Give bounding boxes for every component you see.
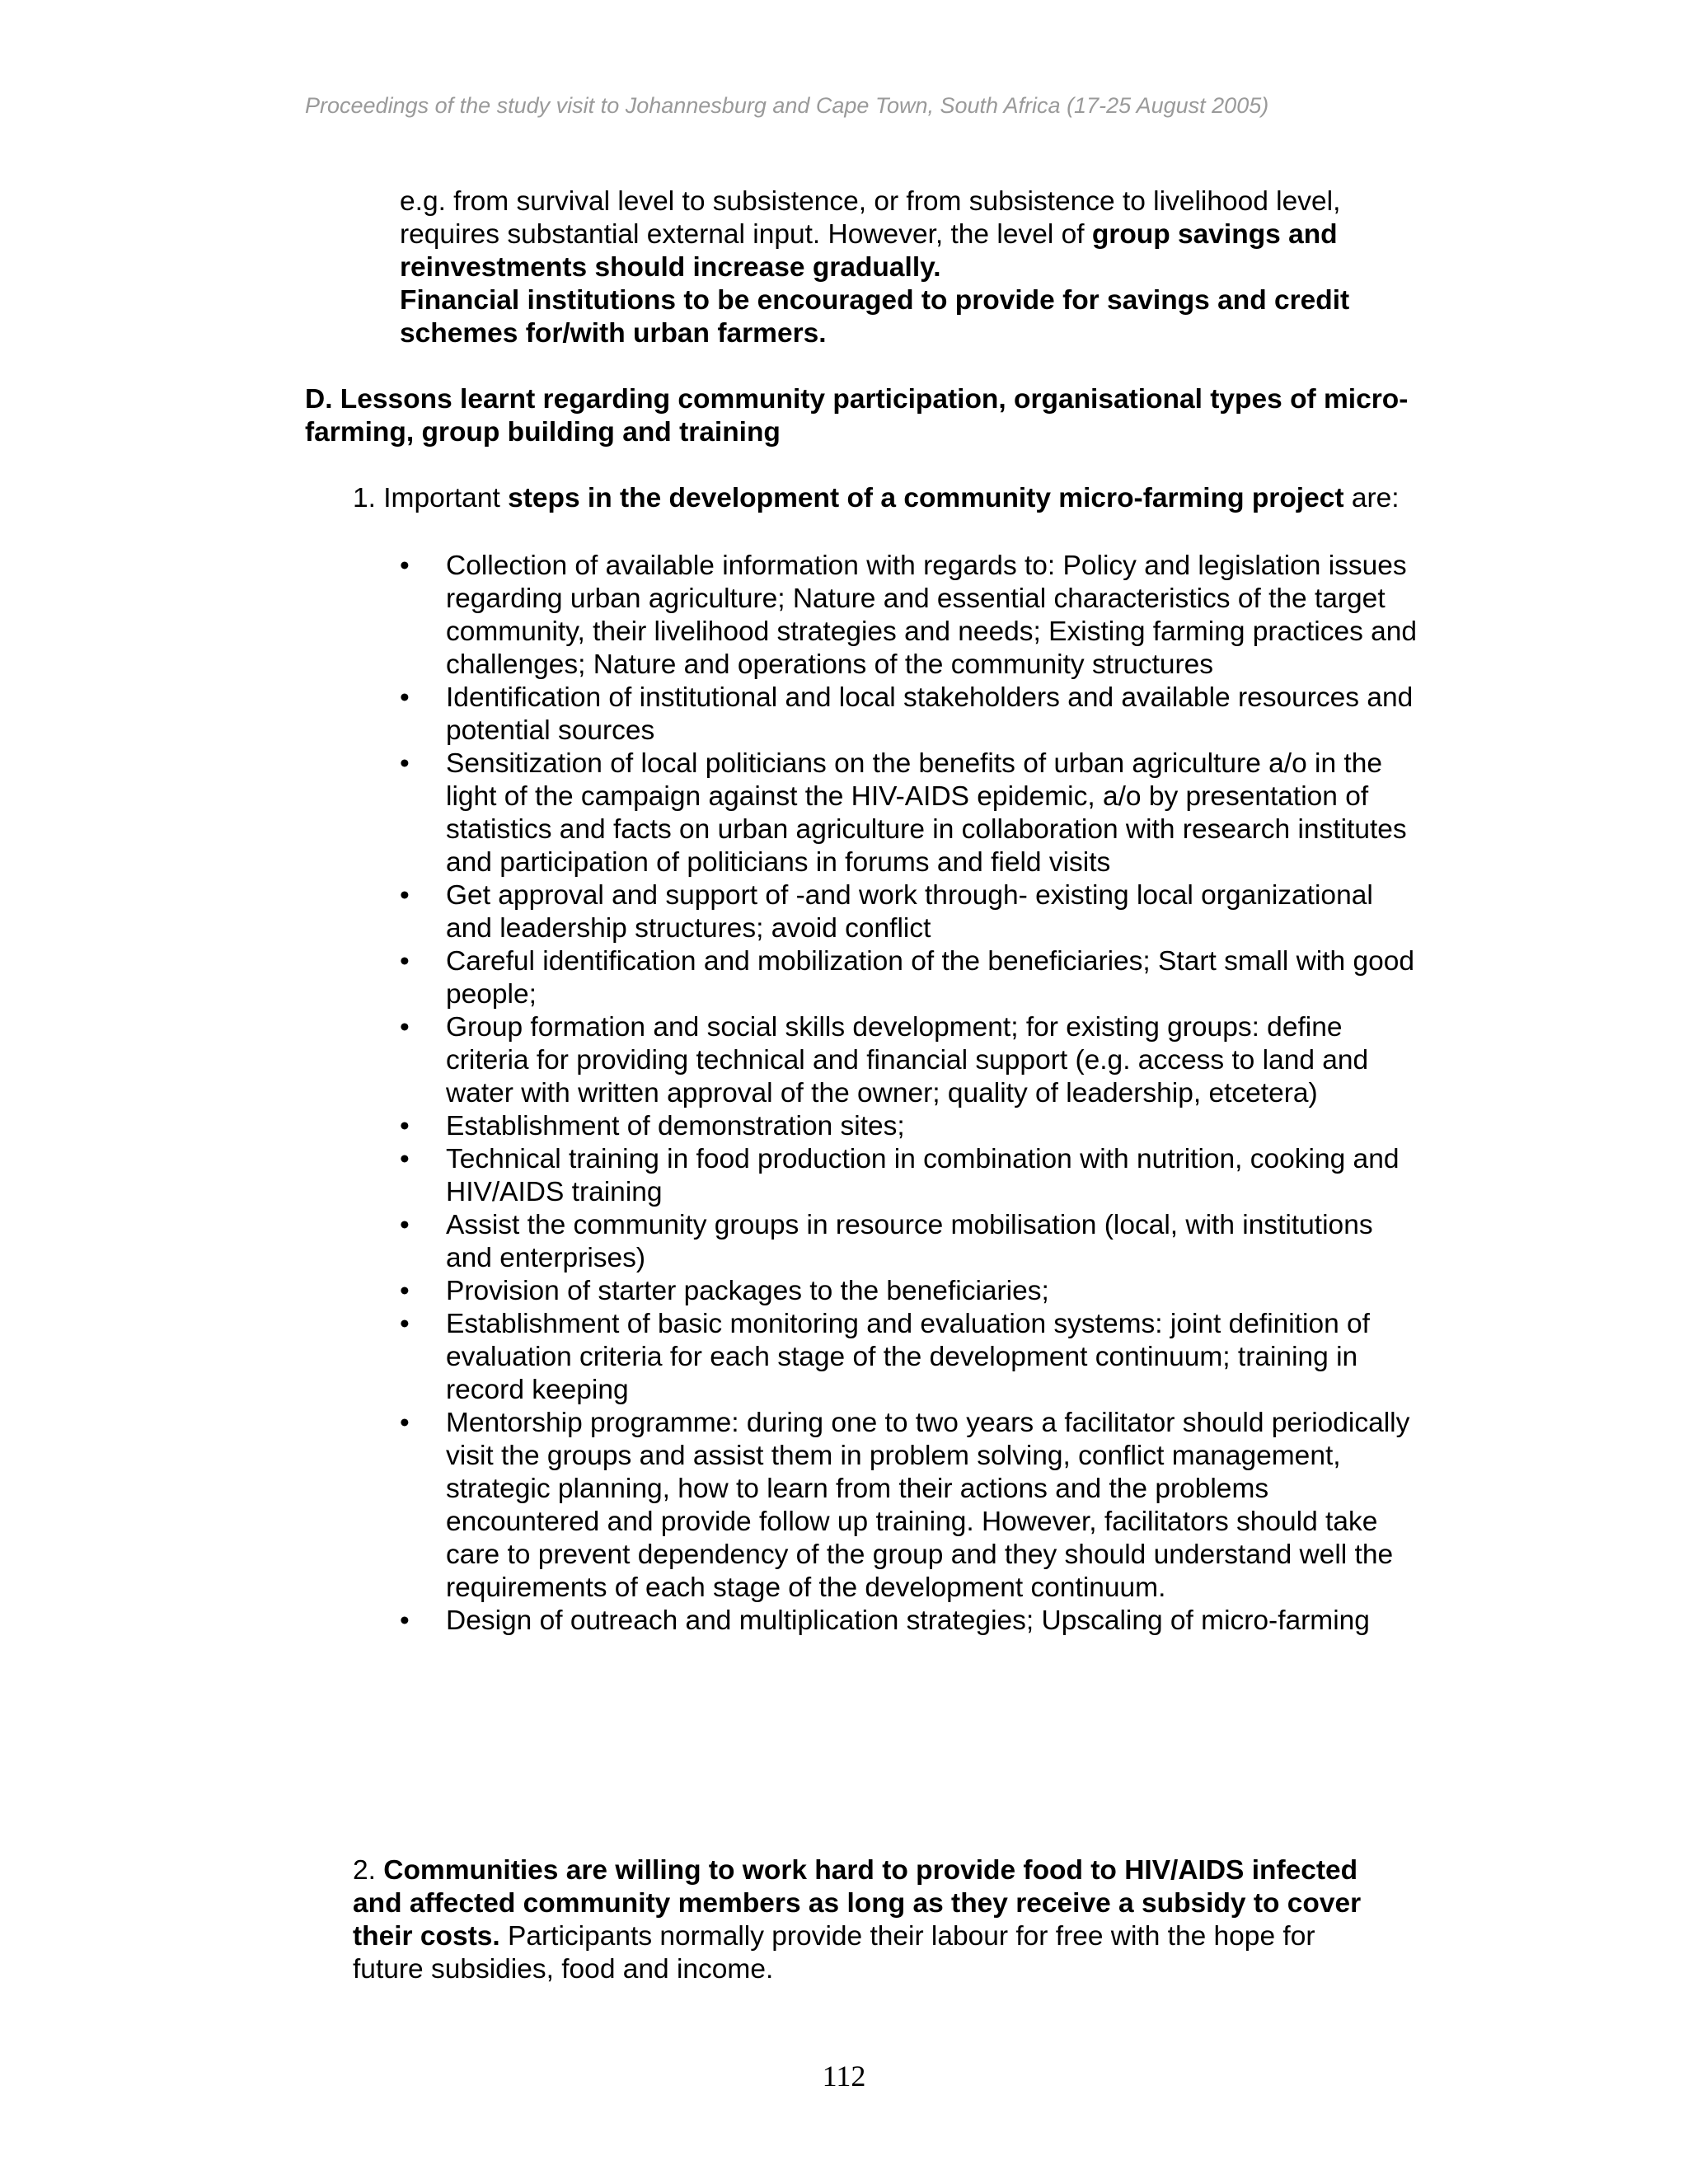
list-item (400, 1209, 1422, 1275)
list-item-text: Group formation and social skills development; for existing groups: define criteria for providing technical and financial support (e.g. access to land and water with written approval of the owner; quality of leadership, etcetera) (446, 1012, 1369, 1108)
bullet-icon: • (400, 551, 410, 581)
list-item (400, 879, 1422, 945)
list-item (400, 550, 1422, 682)
list-item-text: Design of outreach and multiplication strategies; Upscaling of micro-farming (446, 1605, 1370, 1636)
intro-text-regular: e.g. from survival level to subsistence, or from subsistence to livelihood level, requires substantial external input. However, the level of (400, 186, 1341, 250)
bullet-icon: • (400, 1276, 410, 1306)
item-2-rest: Participants normally provide their labour for free with the hope for future subsidies, food and income. (353, 1921, 1315, 1985)
item-2-number: 2. (353, 1855, 384, 1886)
intro-financial-institutions (400, 284, 1409, 350)
list-item-text: Identification of institutional and local stakeholders and available resources and potential sources (446, 682, 1414, 746)
item-1-rest: are: (1343, 483, 1400, 513)
list-item (400, 1308, 1422, 1407)
section-heading: D. Lessons learnt regarding community participation, organisational types of micro-farming, group building and training (305, 384, 1409, 448)
intro-text-bold: group savings and reinvestments should increase gradually. (400, 219, 1338, 283)
running-header: Proceedings of the study visit to Johannesburg and Cape Town, South Africa (17-25 August 2005) (305, 93, 1269, 118)
bullet-icon: • (400, 1408, 410, 1438)
bullet-icon: • (400, 1605, 410, 1636)
list-item-text: Sensitization of local politicians on the benefits of urban agriculture a/o in the light of the campaign against the HIV-AIDS epidemic, a/o by presentation of statistics and facts on urban agriculture in collaboration with research institutes and participation of politicians in forums and field visits (446, 748, 1407, 878)
list-item (400, 1407, 1422, 1605)
list-item (400, 1143, 1422, 1209)
list-item (400, 1275, 1422, 1308)
bullet-icon: • (400, 748, 410, 779)
numbered-item-1 (353, 482, 1416, 515)
list-item (400, 1011, 1422, 1110)
bullet-list (400, 550, 1422, 1638)
bullet-icon: • (400, 1012, 410, 1043)
item-2-bold: Communities are willing to work hard to provide food to HIV/AIDS infected and affected community members as long as they receive a subsidy to cover their costs. (353, 1855, 1362, 1952)
list-item (400, 1605, 1422, 1638)
numbered-item-2 (353, 1854, 1391, 1986)
intro-text (400, 185, 1409, 284)
list-item-text: Careful identification and mobilization of the beneficiaries; Start small with good people; (446, 946, 1414, 1010)
page-number: 112 (822, 2060, 866, 2093)
item-1-number: 1. Important (353, 483, 509, 513)
bullet-icon: • (400, 880, 410, 911)
list-item-text: Get approval and support of -and work through- existing local organizational and leadership structures; avoid conflict (446, 880, 1373, 944)
bullet-icon: • (400, 1144, 410, 1174)
intro-paragraph (400, 185, 1409, 350)
list-item (400, 945, 1422, 1011)
list-item-text: Establishment of basic monitoring and evaluation systems: joint definition of evaluation criteria for each stage of the development continuum; training in record keeping (446, 1309, 1370, 1405)
bullet-icon: • (400, 1309, 410, 1339)
list-item-text: Establishment of demonstration sites; (446, 1111, 905, 1141)
list-item (400, 1110, 1422, 1143)
list-item-text: Provision of starter packages to the beneficiaries; (446, 1276, 1049, 1306)
item-1-bold: steps in the development of a community micro-farming project (508, 483, 1344, 513)
list-item-text: Technical training in food production in combination with nutrition, cooking and HIV/AIDS training (446, 1144, 1400, 1207)
list-item (400, 748, 1422, 879)
bullet-icon: • (400, 1210, 410, 1240)
bullet-icon: • (400, 682, 410, 713)
list-item-text: Assist the community groups in resource mobilisation (local, with institutions and enterprises) (446, 1210, 1373, 1273)
list-item-text: Mentorship programme: during one to two years a facilitator should periodically visit the groups and assist them in problem solving, conflict management, strategic planning, how to learn from their actions and the problems encountered and provide follow up training. However, facilitators should take care to prevent dependency of the group and they should understand well the requirements of each stage of the development continuum. (446, 1408, 1410, 1603)
list-item (400, 682, 1422, 748)
bullet-icon: • (400, 946, 410, 977)
list-item-text: Collection of available information with regards to: Policy and legislation issues regarding urban agriculture; Nature and essential characteristics of the target community, their livelihood strategies and needs; Existing farming practices and challenges; Nature and operations of the community structures (446, 551, 1418, 680)
bullet-icon: • (400, 1111, 410, 1141)
intro-financial-bold: Financial institutions to be encouraged to provide for savings and credit schemes for/with urban farmers. (400, 285, 1350, 349)
